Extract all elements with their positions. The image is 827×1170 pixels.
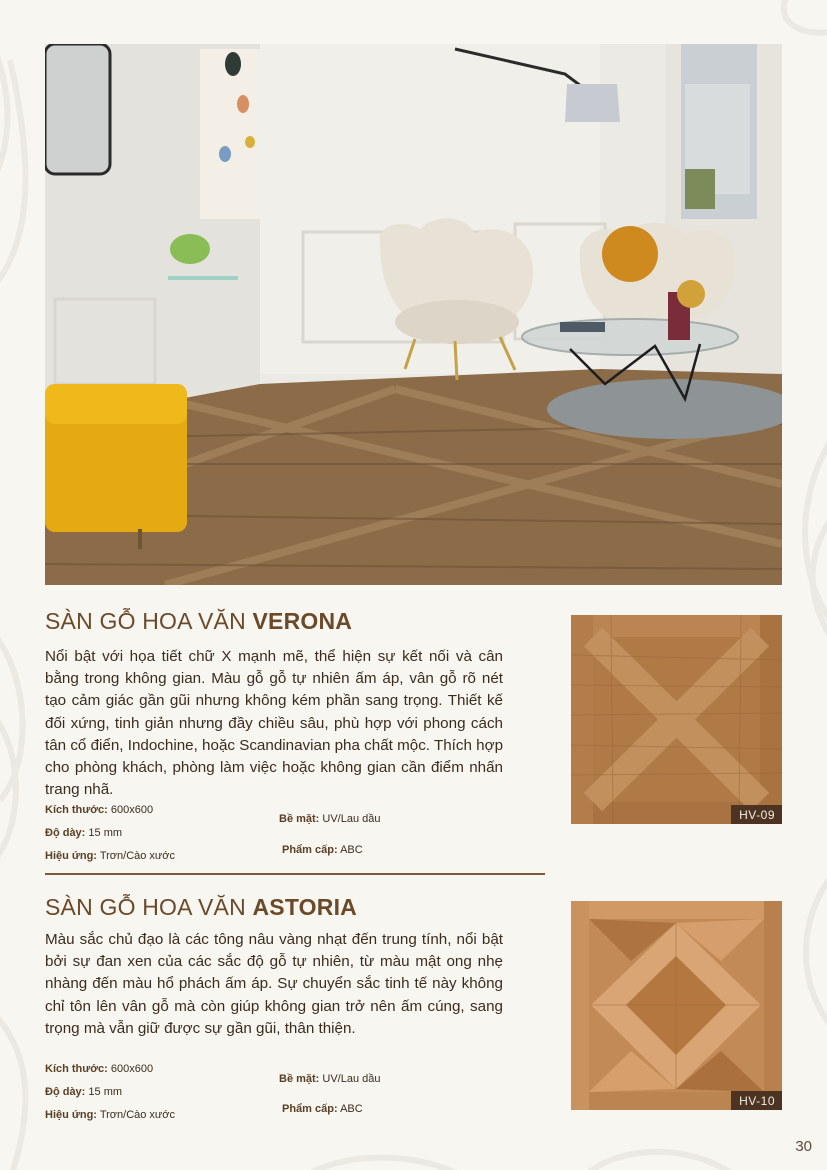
spec-size-value: 600x600 [107, 1063, 154, 1075]
section-divider [45, 873, 545, 875]
spec-effect-label: Hiệu ứng: [45, 850, 97, 862]
spec-effect-label: Hiệu ứng: [45, 1109, 97, 1121]
spec-effect-value: Trơn/Cào xước [96, 1109, 175, 1121]
hero-illustration [45, 44, 782, 585]
spec-surface [279, 813, 381, 825]
spec-surface [279, 1073, 381, 1085]
spec-grade-label: Phẩm cấp: [282, 844, 338, 856]
title-prefix: SÀN GỖ HOA VĂN [45, 894, 253, 920]
spec-effect [45, 1109, 175, 1121]
spec-size [45, 804, 153, 816]
page-number: 30 [795, 1138, 812, 1155]
spec-size-label: Kích thước: [45, 804, 108, 816]
product-title-astoria [45, 894, 357, 921]
product-code-tag: HV-09 [731, 805, 782, 824]
title-product-name: VERONA [252, 608, 353, 634]
spec-surface-label: Bề mặt: [279, 1073, 320, 1085]
spec-surface-value: UV/Lau dầu [319, 813, 381, 825]
product-code-tag: HV-10 [731, 1091, 782, 1110]
spec-effect [45, 850, 175, 862]
spec-thickness [45, 827, 122, 839]
spec-thickness-label: Độ dày: [45, 827, 86, 839]
product-title-verona [45, 608, 352, 635]
spec-size [45, 1063, 153, 1075]
spec-grade-value: ABC [337, 1103, 363, 1115]
spec-effect-value: Trơn/Cào xước [96, 850, 175, 862]
spec-surface-value: UV/Lau dầu [319, 1073, 381, 1085]
title-product-name: ASTORIA [252, 894, 357, 920]
spec-thickness-value: 15 mm [85, 1086, 123, 1098]
swatch-astoria-pattern [571, 901, 782, 1110]
hero-interior-photo [45, 44, 782, 585]
spec-size-value: 600x600 [107, 804, 154, 816]
spec-grade-label: Phẩm cấp: [282, 1103, 338, 1115]
spec-grade-value: ABC [337, 844, 363, 856]
spec-thickness [45, 1086, 122, 1098]
spec-grade [282, 844, 363, 856]
product-swatch-verona [571, 615, 782, 824]
product-description-astoria: Màu sắc chủ đạo là các tông nâu vàng nhạt đến trung tính, nổi bật bởi sự đan xen của các sắc độ gỗ tự nhiên, từ màu mật ong nhẹ nhàng đến màu hổ phách ấm áp. Sự chuyển sắc tinh tế này không chỉ tôn lên vân gỗ mà còn giúp không gian trở nên ấm cúng, sang trọng mà vẫn giữ được sự gần gũi, thân thiện. [45, 931, 503, 1037]
spec-thickness-value: 15 mm [85, 827, 123, 839]
spec-size-label: Kích thước: [45, 1063, 108, 1075]
spec-surface-label: Bề mặt: [279, 813, 320, 825]
spec-grade [282, 1103, 363, 1115]
product-description-verona: Nổi bật với họa tiết chữ X mạnh mẽ, thể hiện sự kết nối và cân bằng trong không gian. Màu gỗ gỗ tự nhiên ấm áp, vân gỗ rõ nét tạo cảm giác gần gũi nhưng không kém phần sang trọng. Thiết kế đối xứng, tinh giản nhưng đầy chiều sâu, phù hợp với phong cách tân cổ điển, Indochine, hoặc Scandinavian pha chất mộc. Thích hợp cho phòng khách, phòng làm việc hoặc không gian cần điểm nhấn trang nhã. [45, 648, 504, 799]
spec-thickness-label: Độ dày: [45, 1086, 86, 1098]
product-swatch-astoria [571, 901, 782, 1110]
title-prefix: SÀN GỖ HOA VĂN [45, 608, 253, 634]
swatch-verona-pattern [571, 615, 782, 824]
